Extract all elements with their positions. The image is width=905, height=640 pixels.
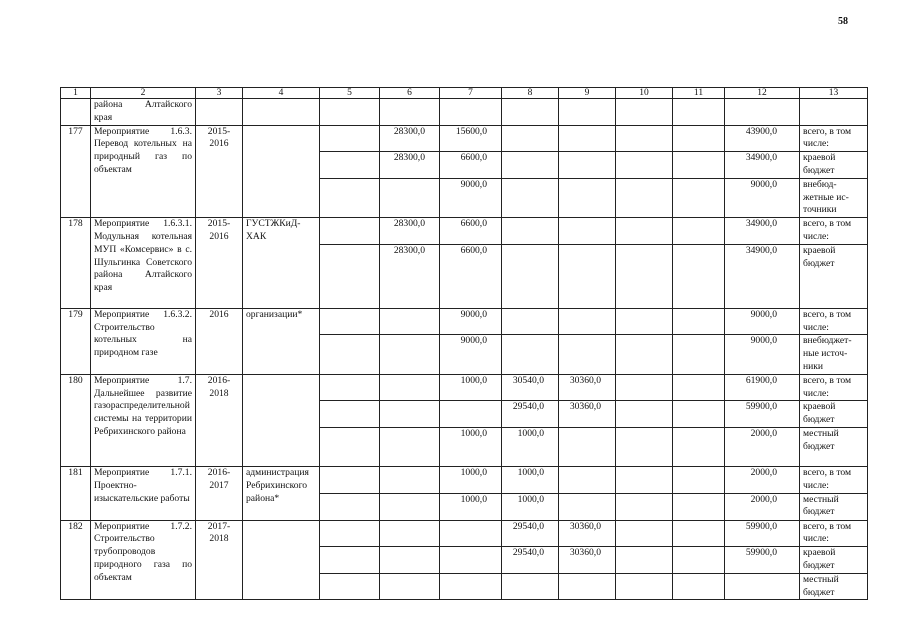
implementation-years: 2015-2016 [196,125,243,218]
row-number: 181 [61,466,91,520]
executor: ГУСТЖКиД-ХАК [243,218,320,309]
amount-col6 [380,466,440,493]
cell-empty [61,99,91,126]
cell-col10 [616,401,673,428]
amount-col6 [380,573,440,600]
amount-col6: 28300,0 [380,125,440,152]
cell-col5 [320,335,380,374]
cell-col10 [616,573,673,600]
funding-source: всего, в том числе: [800,308,868,335]
amount-col8 [502,125,559,152]
amount-col8 [502,218,559,245]
cell-col11 [673,152,725,179]
cell-empty [725,99,800,126]
row-number: 179 [61,308,91,374]
funding-source: местный бюджет [800,493,868,520]
cell-col11 [673,125,725,152]
amount-col8: 30540,0 [502,374,559,401]
amount-col7 [440,401,502,428]
cell-col5 [320,374,380,401]
cell-col5 [320,125,380,152]
measure-description: Мероприятие 1.7.2. Строительство трубопроводов природного газа по объектам [91,520,196,600]
amount-col9 [559,152,616,179]
executor [243,374,320,466]
executor [243,125,320,218]
amount-total: 34900,0 [725,244,800,308]
amount-total: 2000,0 [725,427,800,466]
amount-col6: 28300,0 [380,218,440,245]
amount-col8: 29540,0 [502,520,559,547]
amount-total: 34900,0 [725,152,800,179]
cell-col5 [320,573,380,600]
funding-source: всего, в том числе: [800,125,868,152]
amount-col6: 28300,0 [380,152,440,179]
cell-col10 [616,152,673,179]
amount-total: 9000,0 [725,178,800,217]
cell-col10 [616,520,673,547]
amount-col7: 6600,0 [440,152,502,179]
cell-col5 [320,427,380,466]
amount-total: 9000,0 [725,308,800,335]
cell-col10 [616,547,673,574]
funding-source: местный бюджет [800,427,868,466]
cell-empty [243,99,320,126]
amount-col7: 9000,0 [440,308,502,335]
row-number: 178 [61,218,91,309]
column-header: 5 [320,88,380,99]
amount-col8: 1000,0 [502,466,559,493]
cell-col10 [616,308,673,335]
implementation-years: 2017-2018 [196,520,243,600]
amount-col9 [559,125,616,152]
measure-description: Мероприятие 1.6.3.1. Модульная котельная МУП «Комсервис» в с. Шульгинка Советского района Алтайского края [91,218,196,309]
cell-col10 [616,493,673,520]
amount-col9 [559,218,616,245]
amount-col7 [440,520,502,547]
amount-col9 [559,308,616,335]
cell-col5 [320,493,380,520]
program-table [60,87,868,600]
page-number: 58 [838,16,848,27]
amount-col7: 9000,0 [440,335,502,374]
amount-col9: 30360,0 [559,520,616,547]
amount-total: 61900,0 [725,374,800,401]
funding-source: внебюджет-ные источ-ники [800,335,868,374]
measure-description: Мероприятие 1.7.1. Проектно-изыскательские работы [91,466,196,520]
amount-total: 59900,0 [725,520,800,547]
amount-col9: 30360,0 [559,374,616,401]
executor: администрация Ребрихинского района* [243,466,320,520]
amount-col8 [502,335,559,374]
funding-source: всего, в том числе: [800,374,868,401]
amount-col7: 6600,0 [440,218,502,245]
carryover-text: района Алтайского края [91,99,196,126]
cell-col10 [616,427,673,466]
column-header: 2 [91,88,196,99]
cell-col11 [673,218,725,245]
cell-col5 [320,218,380,245]
executor [243,520,320,600]
amount-col6 [380,520,440,547]
funding-source: краевой бюджет [800,401,868,428]
cell-col11 [673,547,725,574]
column-header: 7 [440,88,502,99]
funding-source: местный бюджет [800,573,868,600]
column-header: 11 [673,88,725,99]
column-header: 3 [196,88,243,99]
cell-col10 [616,125,673,152]
table-row [61,374,868,401]
cell-col10 [616,374,673,401]
cell-col5 [320,520,380,547]
amount-col8 [502,308,559,335]
column-header: 13 [800,88,868,99]
amount-col7: 1000,0 [440,493,502,520]
cell-empty [440,99,502,126]
column-header: 10 [616,88,673,99]
table-body [61,99,868,600]
funding-source: краевой бюджет [800,547,868,574]
measure-description: Мероприятие 1.6.3. Перевод котельных на природный газ по объектам [91,125,196,218]
amount-col8: 29540,0 [502,401,559,428]
amount-col8 [502,178,559,217]
cell-empty [616,99,673,126]
cell-empty [502,99,559,126]
cell-col11 [673,244,725,308]
amount-col9: 30360,0 [559,547,616,574]
amount-col7: 1000,0 [440,374,502,401]
amount-col9 [559,427,616,466]
column-header: 9 [559,88,616,99]
amount-total: 43900,0 [725,125,800,152]
amount-col8: 1000,0 [502,427,559,466]
amount-col7: 1000,0 [440,427,502,466]
cell-empty [673,99,725,126]
cell-col11 [673,520,725,547]
table-row [61,218,868,245]
column-header: 12 [725,88,800,99]
funding-source: краевой бюджет [800,244,868,308]
row-number: 182 [61,520,91,600]
column-header: 8 [502,88,559,99]
implementation-years: 2016-2018 [196,374,243,466]
amount-col7: 15600,0 [440,125,502,152]
amount-total: 2000,0 [725,493,800,520]
amount-total: 34900,0 [725,218,800,245]
funding-source: всего, в том числе: [800,218,868,245]
cell-col11 [673,308,725,335]
cell-col11 [673,466,725,493]
amount-col8: 1000,0 [502,493,559,520]
cell-col11 [673,427,725,466]
cell-empty [320,99,380,126]
cell-col10 [616,335,673,374]
cell-empty [800,99,868,126]
cell-col11 [673,178,725,217]
row-number: 177 [61,125,91,218]
amount-total: 59900,0 [725,401,800,428]
cell-col11 [673,335,725,374]
amount-col9 [559,178,616,217]
cell-col5 [320,547,380,574]
amount-col9 [559,493,616,520]
amount-col8 [502,244,559,308]
amount-col6 [380,335,440,374]
cell-col11 [673,493,725,520]
amount-total: 59900,0 [725,547,800,574]
implementation-years: 2016 [196,308,243,374]
cell-col11 [673,573,725,600]
cell-col10 [616,466,673,493]
table-row [61,99,868,126]
table-row [61,520,868,547]
amount-col9 [559,466,616,493]
amount-col7: 6600,0 [440,244,502,308]
cell-col10 [616,218,673,245]
amount-col6 [380,374,440,401]
amount-col9 [559,244,616,308]
amount-col9 [559,573,616,600]
amount-col8: 29540,0 [502,547,559,574]
cell-empty [380,99,440,126]
amount-col8 [502,573,559,600]
amount-col9 [559,335,616,374]
table-row [61,125,868,152]
implementation-years: 2015-2016 [196,218,243,309]
funding-source: краевой бюджет [800,152,868,179]
cell-col5 [320,401,380,428]
amount-total [725,573,800,600]
cell-empty [196,99,243,126]
amount-col9: 30360,0 [559,401,616,428]
amount-col6 [380,427,440,466]
cell-col5 [320,466,380,493]
cell-col5 [320,178,380,217]
funding-source: всего, в том числе: [800,520,868,547]
funding-source: внебюд-жетные ис-точники [800,178,868,217]
funding-source: всего, в том числе: [800,466,868,493]
amount-col7: 1000,0 [440,466,502,493]
column-header: 4 [243,88,320,99]
header-row [61,88,868,99]
amount-col6 [380,493,440,520]
amount-col8 [502,152,559,179]
cell-col10 [616,244,673,308]
cell-col5 [320,152,380,179]
table-row [61,308,868,335]
amount-col6 [380,401,440,428]
amount-col7 [440,547,502,574]
cell-col11 [673,374,725,401]
amount-total: 9000,0 [725,335,800,374]
cell-col5 [320,308,380,335]
amount-col6: 28300,0 [380,244,440,308]
implementation-years: 2016-2017 [196,466,243,520]
amount-col6 [380,178,440,217]
measure-description: Мероприятие 1.7. Дальнейшее развитие газораспределительной системы на территории Ребрихинского района [91,374,196,466]
amount-total: 2000,0 [725,466,800,493]
column-header: 1 [61,88,91,99]
measure-description: Мероприятие 1.6.3.2. Строительство котельных на природном газе [91,308,196,374]
row-number: 180 [61,374,91,466]
cell-col5 [320,244,380,308]
amount-col7: 9000,0 [440,178,502,217]
cell-col11 [673,401,725,428]
cell-col10 [616,178,673,217]
amount-col7 [440,573,502,600]
amount-col6 [380,547,440,574]
table-row [61,466,868,493]
cell-empty [559,99,616,126]
amount-col6 [380,308,440,335]
column-header: 6 [380,88,440,99]
executor: организации* [243,308,320,374]
